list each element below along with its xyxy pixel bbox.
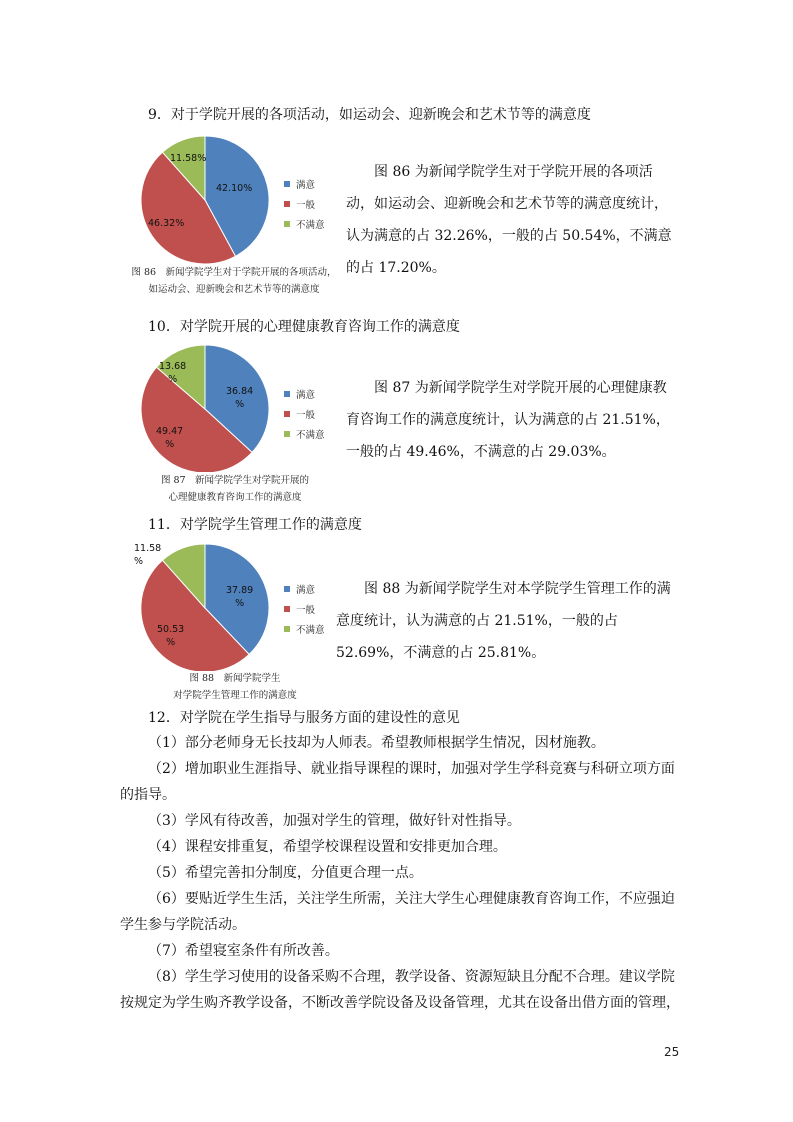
legend-label: 一般 — [296, 605, 316, 616]
legend-item-dissatisfied — [284, 214, 325, 234]
figure-caption-87 — [140, 472, 330, 506]
section-heading-9: 9．对于学院开展的各项活动，如运动会、迎新晚会和艺术节等的满意度 — [148, 107, 591, 123]
list-item-continuation: 按规定为学生购齐教学设备，不断改善学院设备及设备管理，尤其在设备出借方面的管理， — [120, 995, 680, 1011]
figure-description-86: 图 86 为新闻学院学生对于学院开展的各项活动，如运动会、迎新晚会和艺术节等的满意度统计，认为满意的占 32.26%，一般的占 50.54%，不满意的占 17.20%。 — [346, 164, 672, 276]
caption-line: 图 88 新闻学院学生 — [189, 673, 281, 684]
caption-line: 对学院学生管理工作的满意度 — [173, 690, 297, 701]
section-heading-12: 12．对学院在学生指导与服务方面的建设性的意见 — [148, 710, 460, 726]
slice-label-text: 50.53 % — [157, 624, 185, 648]
legend-swatch — [284, 626, 290, 632]
legend-swatch — [284, 181, 290, 187]
legend-label: 不满意 — [296, 625, 325, 636]
slice-label-text: 36.84 % — [226, 386, 254, 410]
slice-label-average — [157, 623, 184, 649]
slice-label-text: 37.89 % — [226, 585, 254, 609]
figure-description-88: 图 88 为新闻学院学生对本学院学生管理工作的满意度统计，认为满意的占 21.51%，一般的占 52.69%，不满意的占 25.81%。 — [336, 581, 671, 661]
legend-swatch — [284, 431, 290, 437]
slice-label-satisfied — [226, 584, 253, 610]
legend-item-average — [284, 404, 325, 424]
slice-label-satisfied — [226, 385, 253, 411]
caption-line: 图 86 新闻学院学生对于学院开展的各项活动， — [131, 267, 337, 278]
list-item: （7）希望寝室条件有所改善。 — [148, 943, 339, 959]
chart-legend — [284, 579, 325, 639]
pie-chart-86 — [130, 133, 360, 268]
section-heading-11: 11．对学院学生管理工作的满意度 — [148, 517, 362, 533]
list-item: （2）增加职业生涯指导、就业指导课程的课时，加强对学生学科竞赛与科研立项方面 — [148, 761, 675, 777]
legend-label: 一般 — [296, 200, 316, 211]
legend-label: 满意 — [296, 390, 316, 401]
legend-item-satisfied — [284, 174, 325, 194]
legend-label: 不满意 — [296, 430, 325, 441]
legend-label: 满意 — [296, 180, 316, 191]
slice-label-text: 13.68 % — [159, 361, 187, 385]
slice-label-dissatisfied: 11.58% — [170, 153, 207, 164]
legend-item-average — [284, 194, 325, 214]
legend-item-dissatisfied — [284, 619, 325, 639]
legend-label: 不满意 — [296, 220, 325, 231]
slice-label-average — [156, 425, 183, 451]
list-item: （6）要贴近学生生活，关注学生所需，关注大学生心理健康教育咨询工作，不应强迫 — [148, 891, 675, 907]
caption-line: 心理健康教育咨询工作的满意度 — [168, 492, 302, 503]
figure-caption-86 — [128, 264, 340, 298]
chart-legend — [284, 174, 325, 234]
slice-label-text: 11.58 % — [134, 543, 162, 567]
list-item-continuation: 学生参与学院活动。 — [120, 917, 246, 933]
slice-label-dissatisfied — [159, 360, 186, 386]
chart-legend — [284, 384, 325, 444]
legend-item-dissatisfied — [284, 424, 325, 444]
list-item: （8）学生学习使用的设备采购不合理，教学设备、资源短缺且分配不合理。建议学院 — [148, 969, 675, 985]
legend-swatch — [284, 391, 290, 397]
legend-swatch — [284, 606, 290, 612]
legend-swatch — [284, 411, 290, 417]
legend-swatch — [284, 586, 290, 592]
list-item-continuation: 的指导。 — [120, 787, 176, 803]
slice-label-satisfied: 42.10% — [216, 183, 253, 194]
legend-swatch — [284, 221, 290, 227]
legend-label: 一般 — [296, 410, 316, 421]
legend-item-satisfied — [284, 384, 325, 404]
list-item: （1）部分老师身无长技却为人师表。希望教师根据学生情况，因材施教。 — [148, 735, 605, 751]
figure-caption-88 — [140, 670, 330, 704]
slice-label-average: 46.32% — [148, 218, 185, 229]
slice-label-dissatisfied — [134, 542, 161, 568]
figure-description-87: 图 87 为新闻学院学生对学院开展的心理健康教育咨询工作的满意度统计，认为满意的占 21.51%，一般的占 49.46%，不满意的占 29.03%。 — [346, 380, 670, 460]
list-item: （4）课程安排重复，希望学校课程设置和安排更加合理。 — [148, 839, 507, 855]
legend-label: 满意 — [296, 585, 316, 596]
legend-item-satisfied — [284, 579, 325, 599]
suggestions-list — [120, 730, 680, 1016]
legend-swatch — [284, 201, 290, 207]
list-item: （5）希望完善扣分制度，分值更合理一点。 — [148, 865, 423, 881]
legend-item-average — [284, 599, 325, 619]
section-heading-10: 10．对学院开展的心理健康教育咨询工作的满意度 — [148, 319, 460, 335]
caption-line: 图 87 新闻学院学生对学院开展的 — [160, 475, 310, 486]
caption-line: 如运动会、迎新晚会和艺术节等的满意度 — [148, 284, 320, 295]
slice-label-text: 49.47 % — [156, 426, 184, 450]
list-item: （3）学风有待改善，加强对学生的管理，做好针对性指导。 — [148, 813, 521, 829]
page-number: 25 — [664, 1045, 680, 1059]
